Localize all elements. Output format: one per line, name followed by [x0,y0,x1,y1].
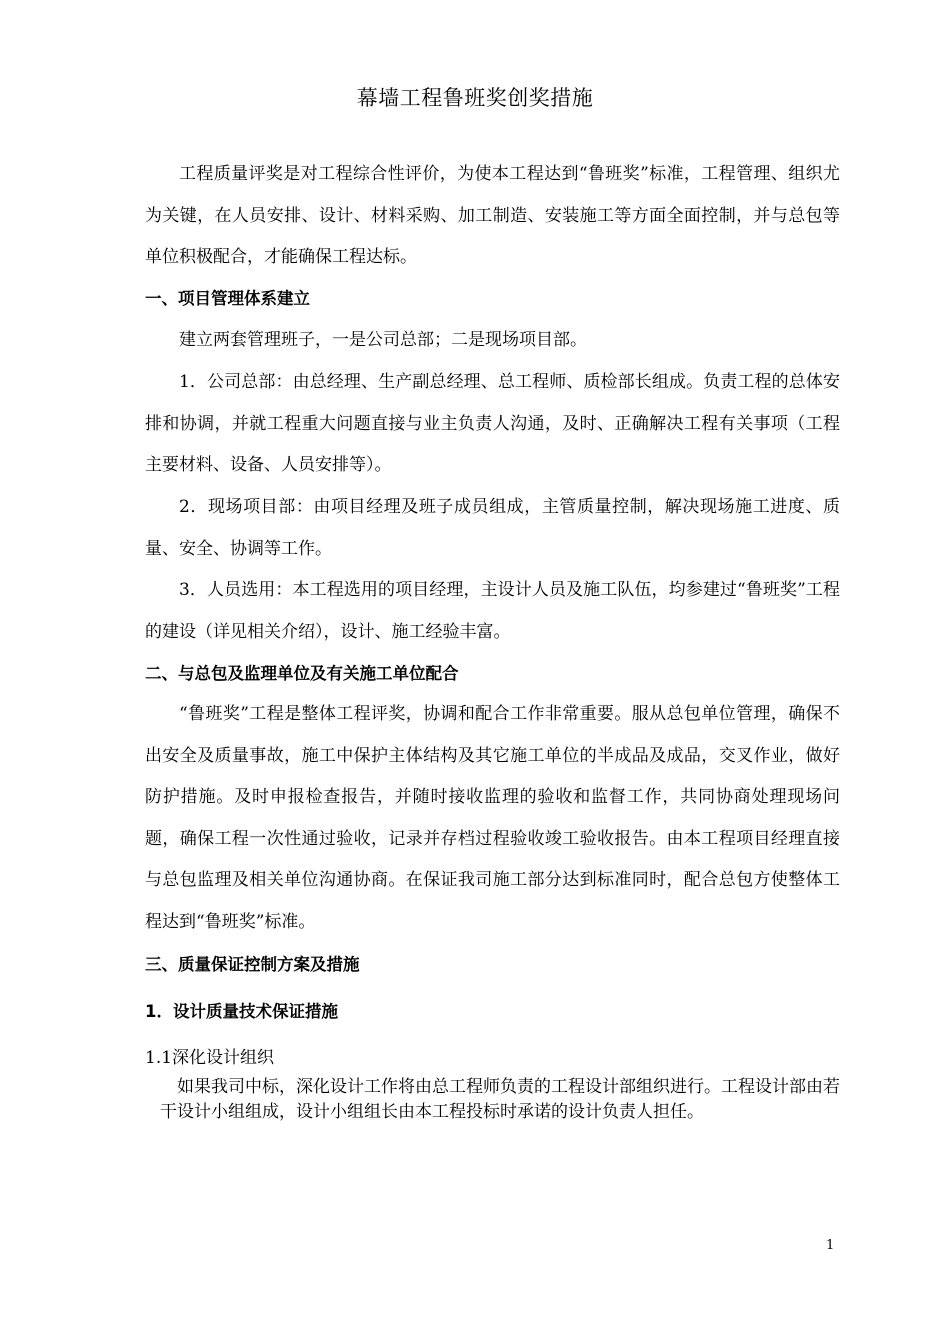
intro-paragraph: 工程质量评奖是对工程综合性评价，为使本工程达到“鲁班奖”标准，工程管理、组织尤为关键，在人员安排、设计、材料采购、加工制造、安装施工等方面全面控制，并与总包等单位积极配合，才能确保工程达标。 [145,164,840,267]
section-1-paragraph-4: 3．人员选用：本工程选用的项目经理，主设计人员及施工队伍，均参建过“鲁班奖”工程的建设（详见相关介绍），设计、施工经验丰富。 [145,580,840,642]
subsection-1-heading: 1．设计质量技术保证措施 [145,1002,338,1021]
section-1-paragraph-1: 建立两套管理班子，一是公司总部；二是现场项目部。 [179,330,587,350]
section-1-paragraph-2: 1．公司总部：由总经理、生产副总经理、总工程师、质检部长组成。负责工程的总体安排和协调，并就工程重大问题直接与业主负责人沟通，及时、正确解决工程有关事项（工程主要材料、设备、人员安排等）。 [145,372,840,475]
subsection-1-1-paragraph: 如果我司中标，深化设计工作将由总工程师负责的工程设计部组织进行。工程设计部由若干设计小组组成，设计小组组长由本工程投标时承诺的设计负责人担任。 [160,1077,840,1122]
section-1-heading: 一、项目管理体系建立 [145,289,310,308]
section-1-paragraph-3: 2．现场项目部：由项目经理及班子成员组成，主管质量控制，解决现场施工进度、质量、安全、协调等工作。 [145,497,840,559]
subsection-1-1-heading: 1.1深化设计组织 [145,1048,275,1068]
page-number: 1 [826,1238,835,1253]
document-title: 幕墙工程鲁班奖创奖措施 [356,86,594,110]
section-2-heading: 二、与总包及监理单位及有关施工单位配合 [145,664,459,683]
section-2-paragraph-1: “鲁班奖”工程是整体工程评奖，协调和配合工作非常重要。服从总包单位管理，确保不出安全及质量事故，施工中保护主体结构及其它施工单位的半成品及成品，交叉作业，做好防护措施。及时申报检查报告，并随时接收监理的验收和监督工作，共同协商处理现场问题，确保工程一次性通过验收，记录并存档过程验收竣工验收报告。由本工程项目经理直接与总包监理及相关单位沟通协商。在保证我司施工部分达到标准同时，配合总包方使整体工程达到“鲁班奖”标准。 [145,704,840,932]
section-3-heading: 三、质量保证控制方案及措施 [145,955,360,974]
